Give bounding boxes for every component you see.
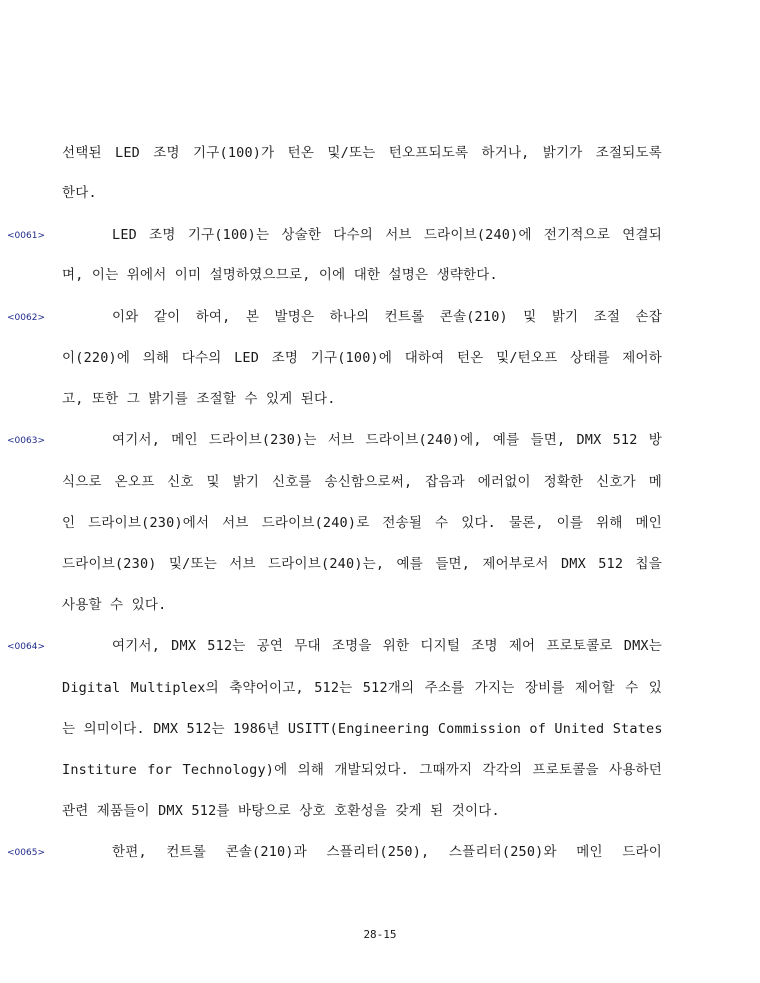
body-line: 한다. [62,185,97,201]
body-line: 여기서, DMX 512는 공연 무대 조명을 위한 디지털 조명 제어 프로토콜로 DMX는 [112,638,662,654]
body-line: 식으로 온오프 신호 및 밝기 신호를 송신함으로써, 잡음과 에러없이 정확한 신호가 메 [62,474,662,490]
body-line: Institure for Technology)에 의해 개발되었다. 그때까지 각각의 프로토콜을 사용하던 [62,762,662,778]
body-line: 인 드라이브(230)에서 서브 드라이브(240)로 전송될 수 있다. 물론, 이를 위해 메인 [62,515,662,531]
body-line: 는 의미이다. DMX 512는 1986년 USITT(Engineering Commission of United States [62,721,663,737]
body-line: LED 조명 기구(100)는 상술한 다수의 서브 드라이브(240)에 전기적으로 연결되 [112,227,662,243]
body-line: 이(220)에 의해 다수의 LED 조명 기구(100)에 대하여 턴온 및/턴오프 상태를 제어하 [62,350,662,366]
body-line: 고, 또한 그 밝기를 조절할 수 있게 된다. [62,391,336,407]
body-line: 사용할 수 있다. [62,597,167,613]
body-line: 관련 제품들이 DMX 512를 바탕으로 상호 호환성을 갖게 된 것이다. [62,803,500,819]
body-line: 드라이브(230) 및/또는 서브 드라이브(240)는, 예를 들면, 제어부로서 DMX 512 칩을 [62,556,662,572]
body-line: 여기서, 메인 드라이브(230)는 서브 드라이브(240)에, 예를 들면, DMX 512 방 [112,432,662,448]
body-line: Digital Multiplex의 축약어이고, 512는 512개의 주소를 가지는 장비를 제어할 수 있 [62,680,662,696]
paragraph-number: <0064> [7,642,45,652]
paragraph-number: <0061> [7,231,45,241]
body-line: 며, 이는 위에서 이미 설명하였으므로, 이에 대한 설명은 생략한다. [62,267,498,283]
paragraph-number: <0065> [7,848,45,858]
body-line: 선택된 LED 조명 기구(100)가 턴온 및/또는 턴오프되도록 하거나, 밝기가 조절되도록 [62,145,662,161]
page-number: 28-15 [363,928,397,941]
body-line: 이와 같이 하여, 본 발명은 하나의 컨트롤 콘솔(210) 및 밝기 조절 손잡 [112,309,662,325]
paragraph-number: <0063> [7,436,45,446]
paragraph-number: <0062> [7,313,45,323]
body-line: 한편, 컨트롤 콘솔(210)과 스플리터(250), 스플리터(250)와 메인 드라이 [112,844,662,860]
